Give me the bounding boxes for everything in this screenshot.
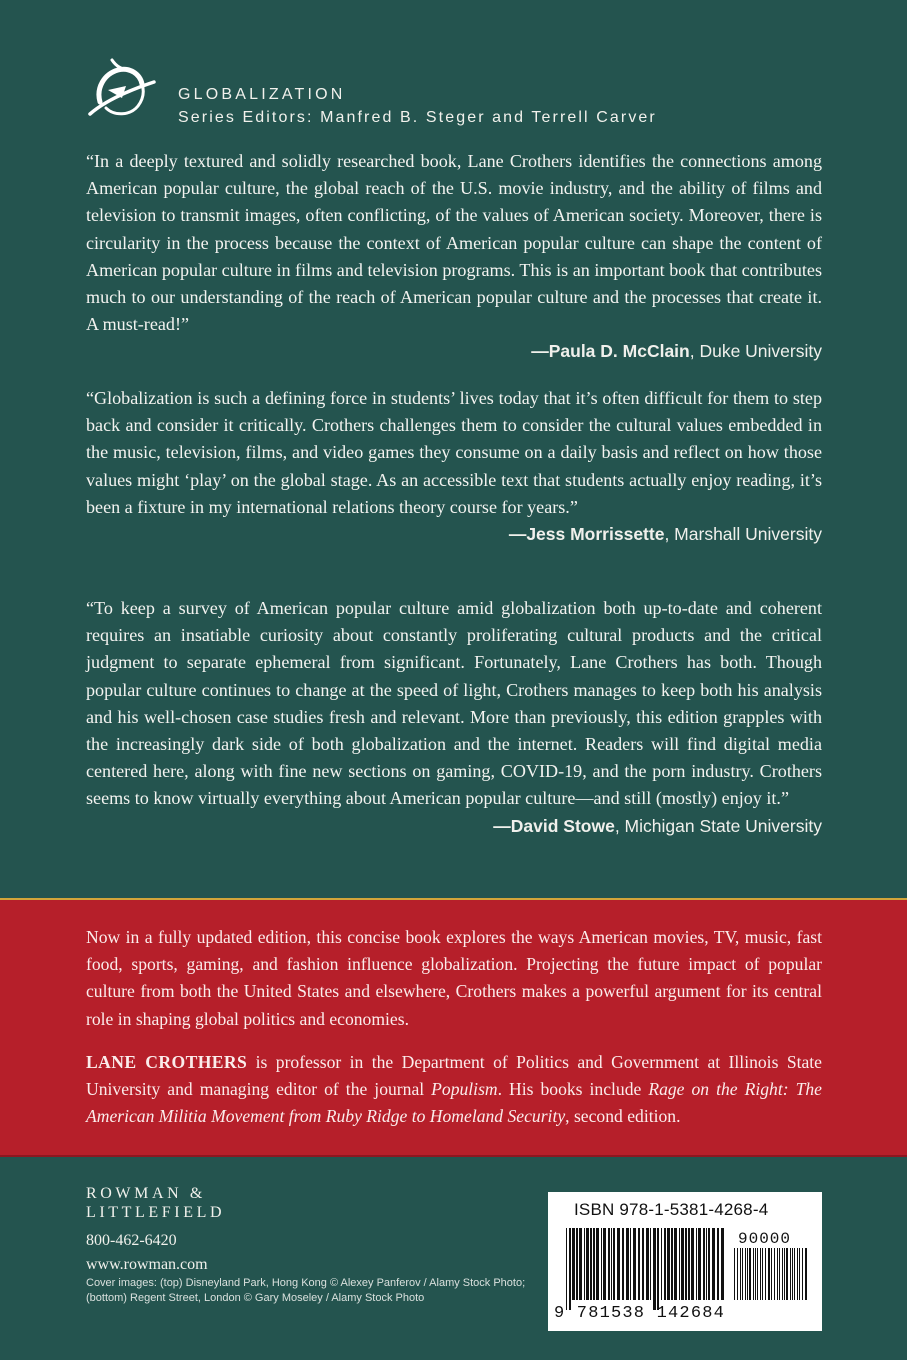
addon-barcode-bars	[734, 1248, 808, 1310]
barcode-bar	[784, 1248, 785, 1300]
barcode-bar	[706, 1228, 707, 1300]
blurb-attribution	[86, 521, 822, 548]
barcode	[548, 1192, 822, 1331]
series-name: GLOBALIZATION	[178, 86, 346, 103]
blurb-attribution	[86, 813, 822, 840]
barcode-bar	[661, 1228, 662, 1300]
barcode-bar	[642, 1228, 644, 1300]
barcode-bar	[586, 1228, 589, 1300]
publisher-block	[86, 1184, 486, 1276]
blurb-affiliation: , Michigan State University	[614, 815, 822, 836]
description-band	[0, 898, 907, 1157]
barcode-bar	[708, 1228, 710, 1300]
barcode-bar	[638, 1228, 640, 1300]
barcode-bar	[786, 1248, 788, 1300]
barcode-bar	[691, 1228, 694, 1300]
book-description: Now in a fully updated edition, this concise book explores the ways American movies, TV, music, fast food, sports, gaming, and fashion influence globalization. Projecting the future impact of popular culture from both the United States and elsewhere, Crothers makes a powerful argument for its central role in shaping global politics and economies.	[86, 927, 822, 1029]
barcode-bar	[712, 1228, 715, 1300]
barcode-bar	[674, 1228, 677, 1300]
barcode-bar	[576, 1228, 578, 1300]
price-code: 90000	[738, 1230, 792, 1248]
barcode-bar	[671, 1228, 673, 1300]
blurb-author: —Jess Morrissette	[508, 524, 665, 545]
barcode-bar	[633, 1228, 636, 1300]
barcode-bar	[667, 1228, 670, 1300]
blurb-quote: “To keep a survey of American popular culture amid globalization both up-to-date and coherent requires an insatiable curiosity about constantly proliferating cultural products and the critical judgment to separate ephemeral from significant. Fortunately, Lane Crothers has both. Though popular culture continues to change at the speed of light, Crothers manages to keep both his analysis and his well-chosen case studies fresh and relevant. More than previously, this edition grapples with the increasingly dark side of both globalization and the internet. Readers will find digital media centered here, along with fine new sections on gaming, COVID-19, and the porn industry. Crothers seems to know virtually everything about American popular culture—and still (mostly) enjoy it.”	[86, 598, 822, 809]
bio-text: . His books include	[497, 1079, 649, 1100]
barcode-bar	[664, 1228, 666, 1300]
publisher-phone: 800-462-6420	[86, 1232, 177, 1249]
barcode-bar	[646, 1228, 649, 1300]
barcode-bar	[613, 1228, 615, 1300]
barcode-bar	[679, 1228, 680, 1300]
barcode-bar	[753, 1248, 754, 1300]
barcode-bar	[569, 1228, 571, 1310]
credit-line: (bottom) Regent Street, London © Gary Moseley / Alamy Stock Photo	[86, 1292, 425, 1304]
barcode-bar	[566, 1228, 567, 1310]
barcode-bar	[681, 1228, 684, 1300]
blurb-author: —David Stowe	[493, 815, 615, 836]
barcode-bar	[757, 1248, 758, 1300]
barcode-bar	[650, 1228, 651, 1300]
barcode-bar	[760, 1248, 761, 1300]
barcode-bar	[792, 1248, 793, 1300]
barcode-bar	[696, 1228, 697, 1300]
barcode-bar	[734, 1248, 735, 1300]
barcode-bar	[779, 1248, 780, 1300]
barcode-bar	[768, 1248, 770, 1300]
barcode-bar	[740, 1248, 741, 1300]
barcode-bar	[794, 1248, 795, 1300]
barcode-bar	[797, 1248, 798, 1300]
barcode-bar	[603, 1228, 606, 1300]
barcode-bar	[703, 1228, 705, 1300]
credit-line: Cover images: (top) Disneyland Park, Hong Kong © Alexey Panferov / Alamy Stock Photo;	[86, 1277, 526, 1289]
publisher-name-line1: ROWMAN &	[86, 1185, 206, 1202]
barcode-bar	[802, 1248, 803, 1300]
blurb-affiliation: , Duke University	[689, 341, 822, 362]
ean-barcode-bars	[566, 1228, 726, 1310]
barcode-bar	[749, 1248, 751, 1300]
barcode-bar	[790, 1248, 791, 1300]
blurb-2	[86, 385, 822, 548]
barcode-bar	[742, 1248, 743, 1300]
band-divider	[0, 1155, 907, 1157]
barcode-bar	[590, 1228, 592, 1300]
barcode-bar	[717, 1228, 719, 1300]
journal-title: Populism	[431, 1079, 498, 1100]
book-title: Rage on the Right: The American Militia Movement from Ruby Ridge to Homeland Security	[86, 1079, 822, 1127]
blurb-3	[86, 595, 822, 840]
barcode-bar	[653, 1228, 656, 1310]
barcode-bar	[617, 1228, 620, 1300]
isbn-label: ISBN 978-1-5381-4268-4	[574, 1200, 769, 1219]
series-editors: Series Editors: Manfred B. Steger and Terrell Carver	[178, 109, 657, 126]
orbit-globe-icon	[86, 56, 156, 126]
barcode-bar	[608, 1228, 610, 1300]
barcode-bar	[782, 1248, 783, 1300]
barcode-bar	[755, 1248, 756, 1300]
barcode-bar	[630, 1228, 631, 1300]
barcode-bar	[698, 1228, 701, 1300]
ean-digits: 9 781538 142684	[554, 1304, 726, 1323]
barcode-bar	[601, 1228, 602, 1300]
barcode-bar	[596, 1228, 599, 1300]
author-name: LANE CROTHERS	[86, 1052, 248, 1072]
blurb-quote: “In a deeply textured and solidly researched book, Lane Crothers identifies the connections among American popular culture, the global reach of the U.S. movie industry, and the ability of films and television to transmit images, often conflicting, of the values of American society. Moreover, there is circularity in the process because the context of American popular culture can shape the content of American popular culture in films and television programs. This is an important book that contributes much to our understanding of the reach of American popular culture and the processes that create it. A must-read!”	[86, 151, 822, 335]
barcode-bar	[771, 1248, 772, 1300]
blurb-author: —Paula D. McClain	[531, 341, 690, 362]
barcode-bar	[593, 1228, 595, 1300]
barcode-bar	[777, 1248, 778, 1300]
barcode-bar	[611, 1228, 612, 1300]
barcode-bar	[688, 1228, 690, 1300]
barcode-bar	[805, 1248, 807, 1300]
bio-text: is professor in the Department of Politics and Government at Illinois State University and managing editor of the journal	[86, 1052, 822, 1100]
barcode-bar	[622, 1228, 624, 1300]
barcode-bar	[584, 1228, 585, 1300]
bio-text: , second edition.	[565, 1106, 681, 1127]
barcode-bar	[765, 1248, 766, 1300]
barcode-bar	[657, 1228, 659, 1310]
barcode-bar	[685, 1228, 687, 1300]
barcode-bar	[579, 1228, 582, 1300]
blurb-attribution	[86, 338, 822, 365]
barcode-bar	[745, 1248, 746, 1300]
barcode-bar	[721, 1228, 724, 1300]
barcode-bar	[737, 1248, 738, 1300]
blurb-affiliation: , Marshall University	[664, 524, 822, 545]
barcode-bar	[762, 1248, 763, 1300]
author-bio	[86, 1049, 822, 1131]
blurb-1	[86, 148, 822, 365]
publisher-name-line2: LITTLEFIELD	[86, 1204, 226, 1221]
cover-credits	[86, 1276, 526, 1306]
barcode-bar	[572, 1228, 575, 1300]
barcode-bar	[747, 1248, 748, 1300]
barcode-bar	[774, 1248, 775, 1300]
publisher-website: www.rowman.com	[86, 1256, 208, 1273]
blurb-quote: “Globalization is such a defining force in students’ lives today that it’s often difficult for them to step back and consider it critically. Crothers challenges them to consider the cultural values embedded in the music, television, films, and video games they consume on a daily basis and reflect on how those values might ‘play’ on the global stage. As an accessible text that students actually enjoy reading, it’s been a fixture in my international relations theory course for years.”	[86, 388, 822, 517]
barcode-bar	[799, 1248, 800, 1300]
barcode-bar	[626, 1228, 629, 1300]
series-header	[86, 56, 846, 136]
